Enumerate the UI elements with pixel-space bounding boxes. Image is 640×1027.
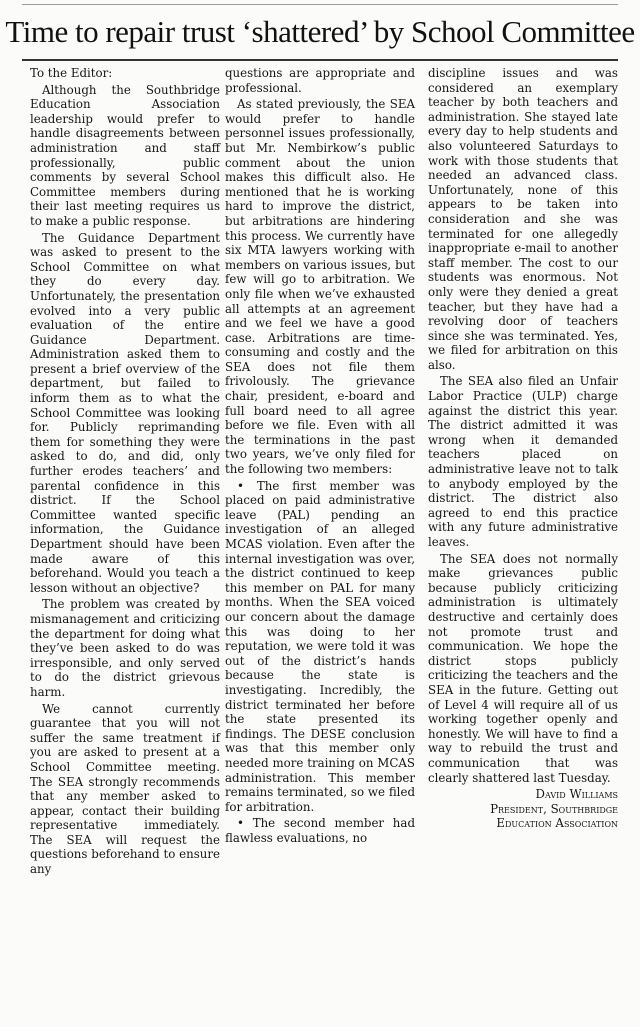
signature-name: David Williams — [535, 787, 618, 802]
bullet-paragraph: • The first member was placed on paid administrative leave (PAL) pending an investigation of an alleged MCAS violation. Even after the internal investigation was over, the district continued to keep this member on PAL for many months. When the SEA voiced our concern about the damage this was doing to her reputation, we were told it was out of the district’s hands because the state is investigating. Incredibly, the district terminated her before the state presented its findings. The DESE conclusion was that this member only needed more training on MCAS administration. This member remains terminated, so we filed for arbitration. — [225, 478, 415, 814]
paragraph: Although the Southbridge Education Association leadership would prefer to handle disagreements between administration and staff professionally, public comments by several School Committee members during their last meeting requires us to make a public response. — [30, 82, 220, 228]
signature — [428, 787, 618, 831]
paragraph: The SEA also filed an Unfair Labor Practice (ULP) charge against the district this year. The district admitted it was wrong when it demanded teachers placed on administrative leave not to talk to anybody employed by the district. The district also agreed to end this practice with any future administrative leaves. — [428, 374, 618, 549]
paragraph: The Guidance Department was asked to present to the School Committee on what they do every day. Unfortunately, the presentation evolved into a very public evaluation of the entire Guidance Department. Administration asked them to present a brief overview of the department, but failed to inform them as to what the School Committee was looking for. Publicly reprimanding them for something they were asked to do, and did, only further erodes teachers’ and parental confidence in this district. If the School Committee wanted specific information, the Guidance Department should have been made aware of this beforehand. Would you teach a lesson without an objective? — [30, 230, 220, 595]
headline: Time to repair trust ‘shattered’ by School Committee — [5, 14, 635, 49]
headline-rule — [22, 59, 618, 61]
column-3 — [428, 66, 618, 833]
bullet-paragraph: • The second member had flawless evaluations, no — [225, 816, 415, 845]
signature-title: President, Southbridge — [490, 801, 618, 816]
paragraph: We cannot currently guarantee that you will not suffer the same treatment if you are asked to present at a School Committee meeting. The SEA strongly recommends that any member asked to appear, contact their building representative immediately. The SEA will request the questions beforehand to ensure any — [30, 701, 220, 877]
paragraph: As stated previously, the SEA would prefer to handle personnel issues professionally, but Mr. Nembirkow’s public comment about the union makes this difficult also. He mentioned that he is working hard to improve the district, but arbitrations are hindering this process. We currently have six MTA lawyers working with members on various issues, but few will go to arbitration. We only file when we’ve exhausted all attempts at an agreement and we feel we have a good case. Arbitrations are time-consuming and costly and the SEA does not file them frivolously. The grievance chair, president, e-board and full board need to all agree before we file. Even with all the terminations in the past two years, we’ve only filed for the following two members: — [225, 97, 415, 477]
signature-org: Education Association — [496, 816, 618, 831]
salutation: To the Editor: — [30, 66, 113, 80]
paragraph: The SEA does not normally make grievances public because publicly criticizing administration is ultimately destructive and certainly does not promote trust and communication. We hope the district stops publicly criticizing the teachers and the SEA in the future. Getting out of Level 4 will require all of us working together openly and honestly. We will have to find a way to rebuild the trust and communication that was clearly shattered last Tuesday. — [428, 551, 618, 785]
top-rule — [22, 4, 618, 5]
column-2 — [225, 66, 415, 847]
paragraph: The problem was created by mismanagement and criticizing the department for doing what they’ve been asked to do was irresponsible, and only served to do the district grievous harm. — [30, 597, 220, 699]
paragraph: discipline issues and was considered an exemplary teacher by both teachers and administration. She stayed late every day to help students and also volunteered Saturdays to work with those students that needed an advanced class. Unfortunately, none of this appears to be taken into consideration and she was terminated for one allegedly inappropriate e-mail to another staff member. The cost to our students was enormous. Not only were they denied a great teacher, but they have had a revolving door of teachers since she was terminated. Yes, we filed for arbitration on this also. — [428, 66, 618, 372]
column-1 — [30, 66, 220, 879]
paragraph: questions are appropriate and professional. — [225, 66, 415, 95]
